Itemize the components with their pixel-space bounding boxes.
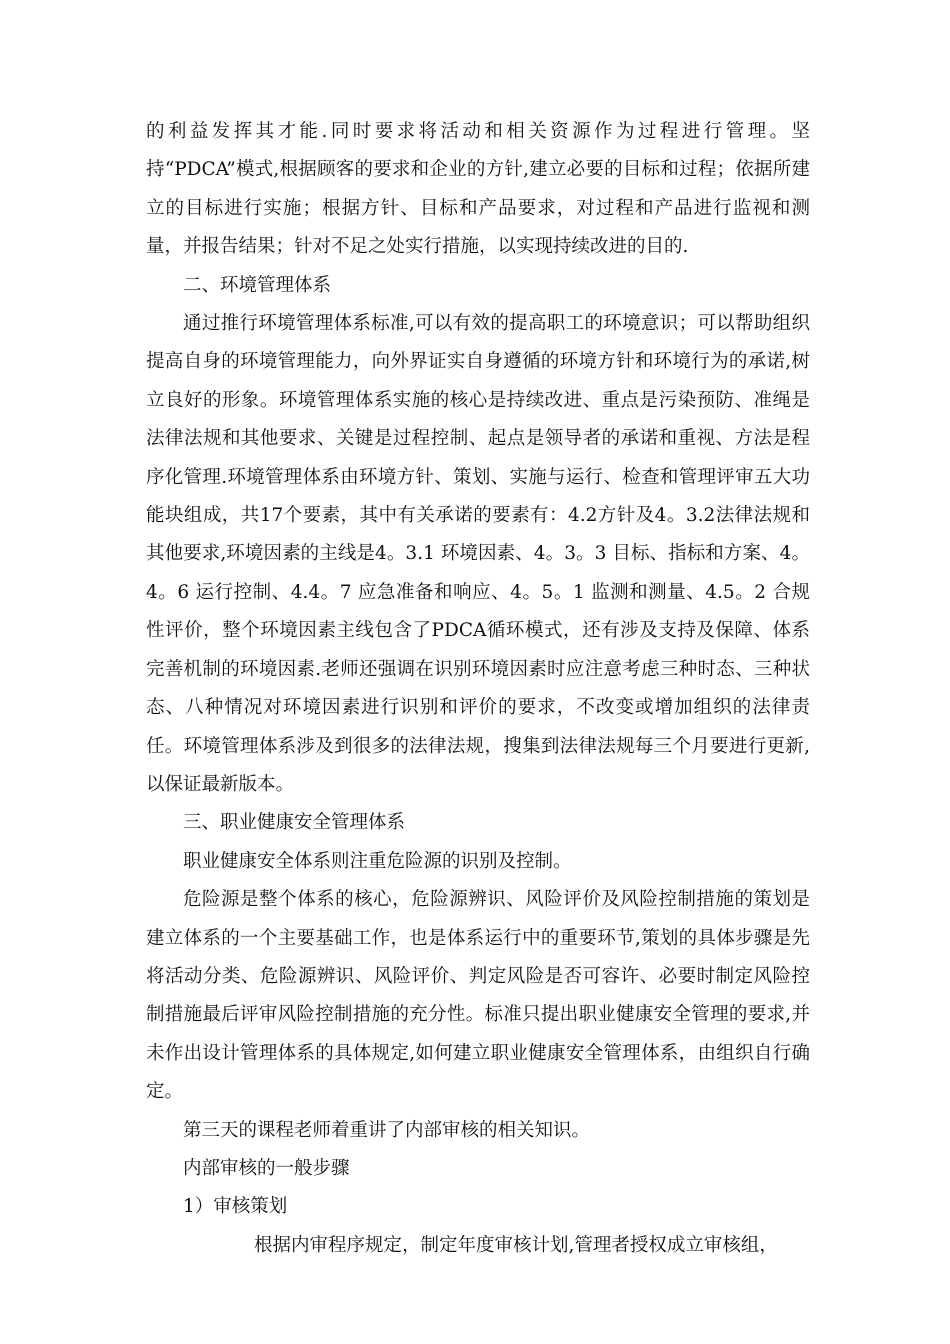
paragraph-hazard-control: 职业健康安全体系则注重危险源的识别及控制。: [183, 850, 572, 872]
paragraph-day-three: 第三天的课程老师着重讲了内部审核的相关知识。: [183, 1119, 591, 1141]
section-heading-occupational-health: 三、职业健康安全管理体系: [183, 812, 406, 834]
section-heading-environment: 二、环境管理体系: [183, 274, 332, 296]
document-body: [146, 113, 810, 1265]
paragraph-environment-system: 通过推行环境管理体系标准,可以有效的提高职工的环境意识；可以帮助组织提高自身的环境管理能力，向外界证实自身遵循的环境方针和环境行为的承诺,树立良好的形象。环境管理体系实施的核心是持续改进、重点是污染预防、准绳是法律法规和其他要求、关键是过程控制、起点是领导者的承诺和重视、方法是程序化管理.环境管理体系由环境方针、策划、实施与运行、检查和管理评审五大功能块组成，共17个要素，其中有关承诺的要素有：4.2方针及4。3.2法律法规和其他要求,环境因素的主线是4。3.1 环境因素、4。3。3 目标、指标和方案、4。4。6 运行控制、4.4。7 应急准备和响应、4。5。1 监测和测量、4.5。2 合规性评价，整个环境因素主线包含了PDCA循环模式，还有涉及支持及保障、体系完善机制的环境因素.老师还强调在识别环境因素时应注意考虑三种时态、三种状态、八种情况对环境因素进行识别和评价的要求，不改变或增加组织的法律责任。环境管理体系涉及到很多的法律法规，搜集到法律法规每三个月要进行更新,以保证最新版本。: [146, 313, 810, 795]
paragraph-hazard-source: 危险源是整个体系的核心，危险源辨识、风险评价及风险控制措施的策划是建立体系的一个主要基础工作，也是体系运行中的重要环节,策划的具体步骤是先将活动分类、危险源辨识、风险评价、判定风险是否可容许、必要时制定风险控制措施最后评审风险控制措施的充分性。标准只提出职业健康安全管理的要求,并未作出设计管理体系的具体规定,如何建立职业健康安全管理体系，由组织自行确定。: [146, 889, 810, 1103]
subheading-internal-audit-steps: 内部审核的一般步骤: [183, 1157, 350, 1179]
paragraph-continuation: 的利益发挥其才能.同时要求将活动和相关资源作为过程进行管理。坚持“PDCA”模式,根据顾客的要求和企业的方针,建立必要的目标和过程；依据所建立的目标进行实施；根据方针、目标和产品要求，对过程和产品进行监视和测量，并报告结果；针对不足之处实行措施，以实现持续改进的目的.: [146, 121, 810, 258]
paragraph-audit-plan: 根据内审程序规定，制定年度审核计划,管理者授权成立审核组，: [254, 1234, 778, 1256]
list-item-audit-planning: 1）审核策划: [183, 1196, 288, 1218]
